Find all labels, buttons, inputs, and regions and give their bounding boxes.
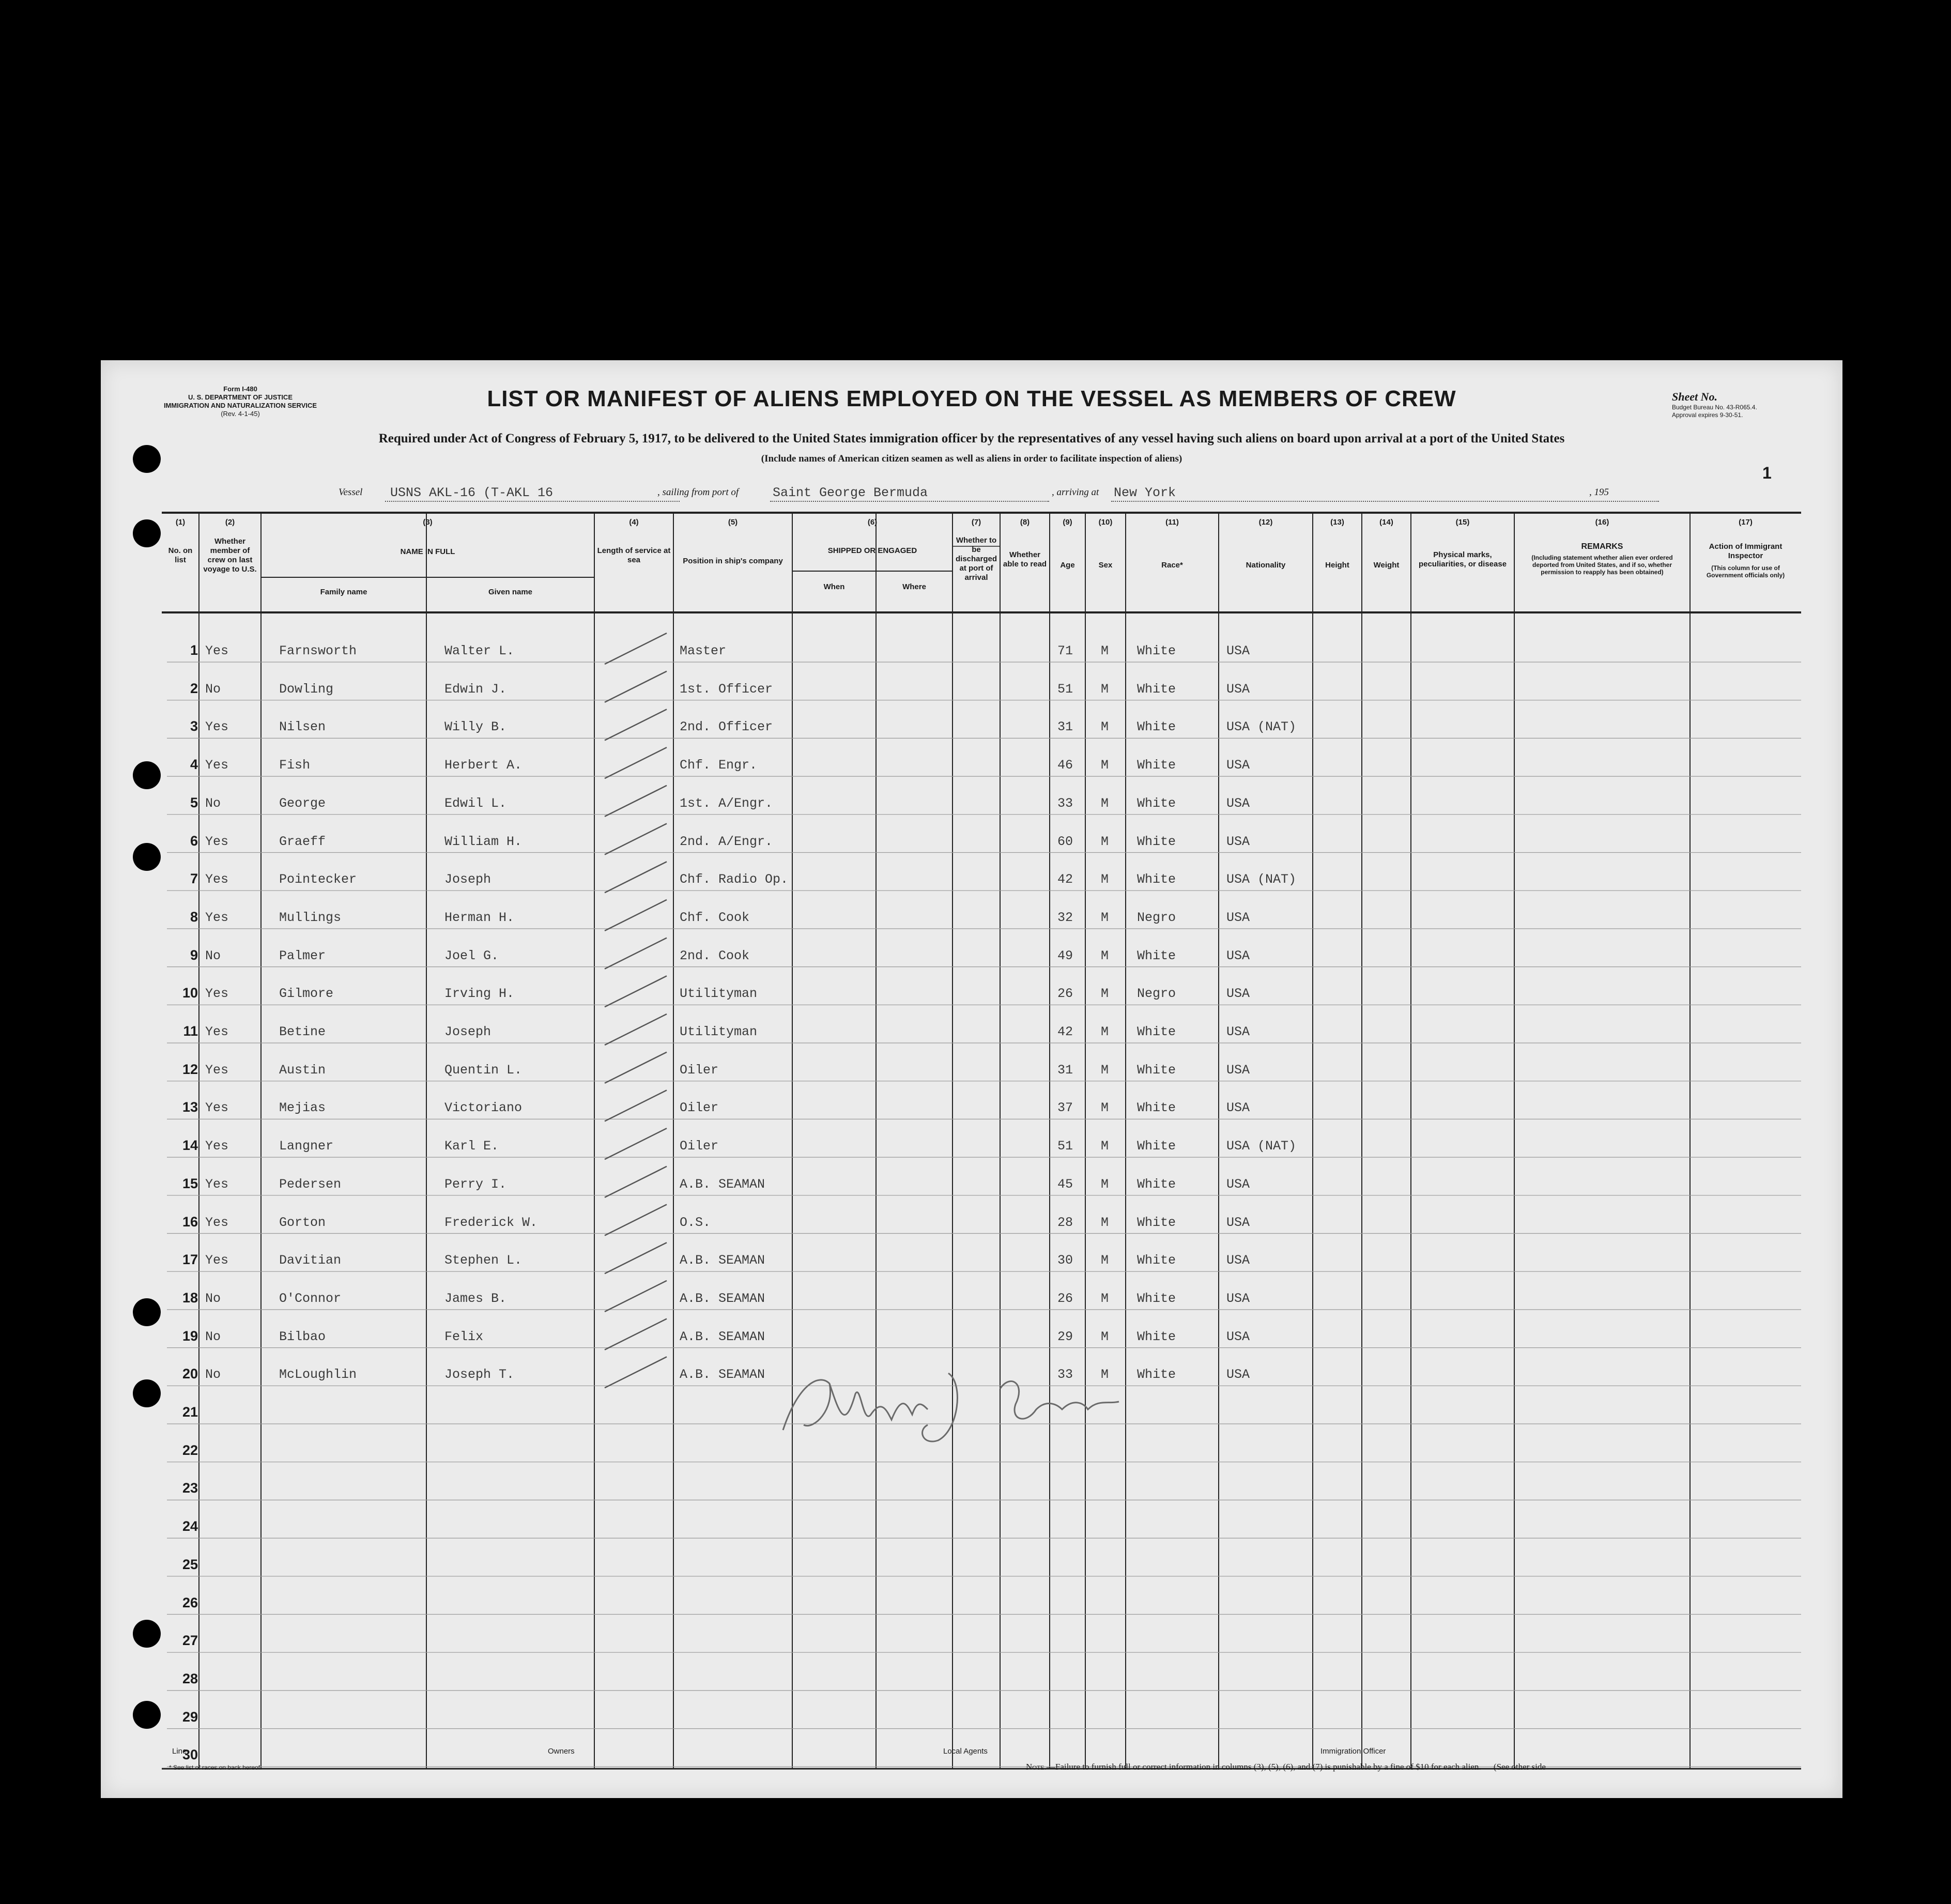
row-race: White: [1137, 1367, 1176, 1383]
sheet-number-label: Sheet No.: [1672, 390, 1717, 403]
row-given-name: Joseph: [444, 1024, 491, 1039]
row-position: A.B. SEAMAN: [680, 1291, 765, 1306]
pencil-check-mark: [605, 1357, 667, 1388]
row-given-name: James B.: [444, 1291, 507, 1306]
row-family-name: Fish: [279, 758, 311, 773]
row-number: 11: [183, 1023, 198, 1039]
row-nationality: USA: [1226, 1176, 1250, 1192]
footer-line-label: Line: [172, 1747, 187, 1756]
column-label-when: When: [823, 582, 845, 591]
row-prev-voyage: Yes: [205, 1139, 229, 1154]
column-number-c16: (16): [1595, 518, 1609, 527]
row-sex: M: [1101, 1100, 1109, 1116]
row-number: 29: [182, 1709, 198, 1725]
column-label-c2: Whether member of crew on last voyage to U.S.: [203, 537, 257, 574]
row-position: 2nd. A/Engr.: [680, 834, 773, 849]
row-nationality: USA: [1226, 1215, 1250, 1230]
column-number-c2: (2): [225, 518, 235, 527]
row-race: White: [1137, 1291, 1176, 1306]
pencil-check-mark: [605, 747, 667, 778]
row-nationality: USA: [1226, 1329, 1250, 1344]
row-age: 26: [1057, 986, 1073, 1002]
note-text: —Failure to furnish full or correct information in columns (3), (5), (6), and (7) is punishable by a fine of $10 for each alien.: [1046, 1762, 1481, 1772]
row-given-name: Walter L.: [444, 643, 515, 658]
row-position: A.B. SEAMAN: [680, 1329, 765, 1344]
row-position: Master: [680, 643, 727, 658]
row-age: 33: [1057, 795, 1073, 811]
row-nationality: USA (NAT): [1226, 872, 1297, 887]
row-family-name: Austin: [279, 1062, 326, 1078]
row-sex: M: [1101, 910, 1109, 925]
row-number: 26: [182, 1594, 198, 1610]
column-number-c11: (11): [1165, 518, 1179, 527]
footer-agents-label: Local Agents: [943, 1747, 988, 1756]
row-age: 46: [1057, 758, 1073, 773]
row-race: White: [1137, 1100, 1176, 1116]
pencil-check-mark: [605, 709, 667, 740]
row-prev-voyage: Yes: [205, 1215, 229, 1230]
row-given-name: Herbert A.: [444, 758, 523, 773]
row-age: 37: [1057, 1100, 1073, 1116]
row-age: 49: [1057, 948, 1073, 963]
row-sex: M: [1101, 1062, 1109, 1078]
row-number: 14: [182, 1138, 198, 1154]
row-age: 32: [1057, 910, 1073, 925]
column-label-c4: Length of service at sea: [597, 546, 671, 564]
row-nationality: USA: [1226, 834, 1250, 849]
service-name: IMMIGRATION AND NATURALIZATION SERVICE: [163, 402, 317, 409]
row-position: Oiler: [680, 1062, 719, 1078]
column-number-c14: (14): [1379, 518, 1393, 527]
row-prev-voyage: Yes: [205, 986, 229, 1002]
row-prev-voyage: Yes: [205, 1100, 229, 1116]
row-prev-voyage: No: [205, 795, 221, 811]
row-position: Oiler: [680, 1139, 719, 1154]
pencil-check-mark: [605, 1166, 667, 1197]
pencil-check-mark: [605, 862, 667, 893]
column-sublabel-c17: (This column for use of Government officials only): [1706, 564, 1785, 579]
row-nationality: USA: [1226, 1062, 1250, 1078]
row-family-name: Langner: [279, 1139, 334, 1154]
column-sublabel-c16: (Including statement whether alien ever ordered deported from United States, and if so, whether permission to reapply has been obtained): [1531, 554, 1673, 576]
column-label-c9: Age: [1060, 561, 1075, 570]
row-sex: M: [1101, 719, 1109, 735]
row-age: 45: [1057, 1176, 1073, 1192]
row-age: 31: [1057, 1062, 1073, 1078]
pencil-check-mark: [605, 900, 667, 931]
row-prev-voyage: No: [205, 948, 221, 963]
row-race: White: [1137, 834, 1176, 849]
column-number-c17: (17): [1739, 518, 1753, 527]
pencil-check-mark: [605, 786, 667, 817]
row-number: 22: [182, 1442, 198, 1458]
row-race: White: [1137, 1062, 1176, 1078]
row-nationality: USA: [1226, 910, 1250, 925]
row-number: 13: [182, 1099, 198, 1115]
row-age: 33: [1057, 1367, 1073, 1383]
row-number: 23: [182, 1480, 198, 1496]
row-number: 6: [190, 833, 198, 849]
row-age: 28: [1057, 1215, 1073, 1230]
sailing-port-value: Saint George Bermuda: [773, 485, 928, 500]
row-sex: M: [1101, 834, 1109, 849]
row-prev-voyage: No: [205, 681, 221, 697]
row-number: 27: [182, 1633, 198, 1649]
row-position: A.B. SEAMAN: [680, 1253, 765, 1268]
row-sex: M: [1101, 948, 1109, 963]
row-family-name: George: [279, 795, 326, 811]
pencil-check-mark: [605, 1128, 667, 1159]
row-family-name: Gorton: [279, 1215, 326, 1230]
row-family-name: McLoughlin: [279, 1367, 357, 1383]
column-label-c5: Position in ship's company: [683, 557, 783, 565]
column-number-c7: (7): [971, 518, 981, 527]
row-number: 24: [182, 1518, 198, 1534]
note-label: Note.: [1026, 1762, 1047, 1772]
row-position: 2nd. Cook: [680, 948, 750, 963]
penalty-note: [1026, 1762, 1546, 1772]
form-revision: (Rev. 4-1-45): [221, 410, 260, 418]
row-given-name: William H.: [444, 834, 523, 849]
column-label-name-in-full: NAME IN FULL: [400, 547, 455, 556]
vessel-value: USNS AKL-16 (T-AKL 16: [390, 485, 554, 500]
row-family-name: Pedersen: [279, 1176, 342, 1192]
sailing-label: , sailing from port of: [657, 487, 739, 498]
year-label: , 195: [1589, 487, 1609, 498]
row-age: 42: [1057, 1024, 1073, 1039]
row-number: 1: [190, 642, 198, 658]
row-given-name: Willy B.: [444, 719, 507, 735]
row-sex: M: [1101, 795, 1109, 811]
column-label-c16: REMARKS: [1581, 542, 1623, 551]
row-prev-voyage: Yes: [205, 643, 229, 658]
row-family-name: O'Connor: [279, 1291, 342, 1306]
row-given-name: Frederick W.: [444, 1215, 538, 1230]
row-sex: M: [1101, 1024, 1109, 1039]
row-age: 31: [1057, 719, 1073, 735]
row-number: 17: [182, 1252, 198, 1268]
column-label-shipped-or-engaged: SHIPPED OR ENGAGED: [827, 546, 917, 555]
row-number: 3: [190, 718, 198, 734]
row-given-name: Edwin J.: [444, 681, 507, 697]
handwritten-signature: [767, 1353, 1181, 1456]
row-race: White: [1137, 758, 1176, 773]
arriving-port-value: New York: [1114, 485, 1176, 500]
pencil-check-mark: [605, 1014, 667, 1045]
row-position: Chf. Engr.: [680, 758, 758, 773]
row-position: Utilityman: [680, 1024, 758, 1039]
row-prev-voyage: Yes: [205, 1024, 229, 1039]
row-prev-voyage: No: [205, 1291, 221, 1306]
row-position: 1st. Officer: [680, 681, 773, 697]
row-number: 19: [182, 1328, 198, 1344]
row-nationality: USA (NAT): [1226, 719, 1297, 735]
row-sex: M: [1101, 1139, 1109, 1154]
pencil-check-mark: [605, 1052, 667, 1083]
row-number: 15: [182, 1175, 198, 1191]
row-family-name: Pointecker: [279, 872, 357, 887]
row-given-name: Herman H.: [444, 910, 515, 925]
row-sex: M: [1101, 872, 1109, 887]
row-number: 21: [182, 1404, 198, 1420]
row-number: 10: [182, 985, 198, 1001]
column-label-given-name: Given name: [488, 588, 533, 596]
column-number-c8: (8): [1020, 518, 1030, 527]
column-number-c12: (12): [1258, 518, 1273, 527]
pencil-check-mark: [605, 1090, 667, 1121]
row-age: 30: [1057, 1253, 1073, 1268]
document-subtitle-note: (Include names of American citizen seamen as well as aliens in order to facilitate inspection of aliens): [761, 453, 1182, 464]
row-nationality: USA: [1226, 643, 1250, 658]
row-age: 42: [1057, 872, 1073, 887]
form-number: Form I-480: [223, 385, 257, 393]
column-label-c13: Height: [1325, 561, 1349, 570]
column-number-c1: (1): [175, 518, 186, 527]
row-family-name: Bilbao: [279, 1329, 326, 1344]
row-number: 18: [182, 1289, 198, 1306]
column-number-c3: (3): [423, 518, 433, 527]
row-sex: M: [1101, 1176, 1109, 1192]
column-number-c15: (15): [1455, 518, 1470, 527]
column-label-c8: Whether able to read: [1003, 550, 1047, 569]
row-sex: M: [1101, 1253, 1109, 1268]
row-given-name: Perry I.: [444, 1176, 507, 1192]
column-number-c4: (4): [629, 518, 639, 527]
pencil-check-mark: [605, 633, 667, 664]
column-number-c10: (10): [1098, 518, 1113, 527]
pencil-check-mark: [605, 976, 667, 1007]
row-number: 2: [190, 680, 198, 696]
pencil-check-mark: [605, 1242, 667, 1273]
page-number: 1: [1762, 464, 1772, 482]
row-nationality: USA: [1226, 1367, 1250, 1383]
row-sex: M: [1101, 1367, 1109, 1383]
row-prev-voyage: Yes: [205, 758, 229, 773]
row-prev-voyage: No: [205, 1367, 221, 1383]
row-number: 4: [190, 757, 198, 773]
row-race: Negro: [1137, 986, 1176, 1002]
manifest-sheet: [101, 360, 1842, 1798]
pencil-check-mark: [605, 1205, 667, 1236]
row-position: O.S.: [680, 1215, 711, 1230]
row-race: White: [1137, 948, 1176, 963]
row-nationality: USA: [1226, 758, 1250, 773]
row-race: White: [1137, 643, 1176, 658]
pencil-check-mark: [605, 671, 667, 702]
row-prev-voyage: No: [205, 1329, 221, 1344]
column-number-c13: (13): [1330, 518, 1344, 527]
row-nationality: USA (NAT): [1226, 1139, 1297, 1154]
row-race: White: [1137, 872, 1176, 887]
budget-line-2: Approval expires 9-30-51.: [1672, 411, 1743, 419]
vessel-label: Vessel: [339, 487, 363, 498]
row-family-name: Graeff: [279, 834, 326, 849]
column-number-c6: (6): [867, 518, 878, 527]
row-family-name: Mejias: [279, 1100, 326, 1116]
row-sex: M: [1101, 643, 1109, 658]
row-number: 12: [182, 1061, 198, 1077]
row-age: 71: [1057, 643, 1073, 658]
row-sex: M: [1101, 758, 1109, 773]
row-number: 20: [182, 1366, 198, 1382]
column-label-c15: Physical marks, peculiarities, or disease: [1418, 550, 1507, 569]
row-number: 16: [182, 1214, 198, 1230]
row-nationality: USA: [1226, 1291, 1250, 1306]
row-nationality: USA: [1226, 948, 1250, 963]
row-family-name: Palmer: [279, 948, 326, 963]
department-name: U. S. DEPARTMENT OF JUSTICE: [188, 393, 293, 401]
document-subtitle: Required under Act of Congress of February 5, 1917, to be delivered to the United States immigration officer by the representatives of any vessel having such aliens on board upon arrival at a port of the United States: [378, 432, 1565, 446]
column-label-c17: Action of Immigrant Inspector: [1709, 542, 1783, 560]
column-label-where: Where: [902, 582, 926, 591]
row-given-name: Felix: [444, 1329, 484, 1344]
row-nationality: USA: [1226, 1024, 1250, 1039]
row-age: 26: [1057, 1291, 1073, 1306]
row-sex: M: [1101, 1329, 1109, 1344]
row-position: 2nd. Officer: [680, 719, 773, 735]
row-age: 51: [1057, 681, 1073, 697]
row-family-name: Dowling: [279, 681, 334, 697]
row-prev-voyage: Yes: [205, 719, 229, 735]
row-family-name: Mullings: [279, 910, 342, 925]
row-race: White: [1137, 719, 1176, 735]
row-race: White: [1137, 1329, 1176, 1344]
row-number: 8: [190, 909, 198, 925]
row-nationality: USA: [1226, 1253, 1250, 1268]
row-position: Oiler: [680, 1100, 719, 1116]
row-family-name: Nilsen: [279, 719, 326, 735]
row-number: 7: [190, 871, 198, 887]
row-race: White: [1137, 1215, 1176, 1230]
column-label-c14: Weight: [1373, 561, 1400, 570]
row-given-name: Joseph T.: [444, 1367, 515, 1383]
column-number-c5: (5): [728, 518, 738, 527]
row-race: White: [1137, 681, 1176, 697]
row-prev-voyage: Yes: [205, 872, 229, 887]
row-age: 51: [1057, 1139, 1073, 1154]
row-nationality: USA: [1226, 681, 1250, 697]
row-nationality: USA: [1226, 986, 1250, 1002]
row-family-name: Gilmore: [279, 986, 334, 1002]
footer-officer-label: Immigration Officer: [1320, 1747, 1386, 1756]
row-race: White: [1137, 1139, 1176, 1154]
row-given-name: Irving H.: [444, 986, 515, 1002]
column-label-c10: Sex: [1098, 561, 1113, 570]
row-number: 9: [190, 947, 198, 963]
column-label-c12: Nationality: [1246, 561, 1286, 570]
row-given-name: Karl E.: [444, 1139, 499, 1154]
row-given-name: Stephen L.: [444, 1253, 523, 1268]
row-position: Utilityman: [680, 986, 758, 1002]
row-prev-voyage: Yes: [205, 1253, 229, 1268]
column-label-family-name: Family name: [320, 588, 367, 596]
row-position: A.B. SEAMAN: [680, 1367, 765, 1383]
pencil-check-mark: [605, 1319, 667, 1350]
row-position: A.B. SEAMAN: [680, 1176, 765, 1192]
row-race: White: [1137, 1253, 1176, 1268]
row-sex: M: [1101, 1215, 1109, 1230]
row-race: White: [1137, 795, 1176, 811]
footer-owners-label: Owners: [548, 1747, 575, 1756]
row-race: White: [1137, 1024, 1176, 1039]
row-sex: M: [1101, 681, 1109, 697]
row-given-name: Edwil L.: [444, 795, 507, 811]
row-sex: M: [1101, 986, 1109, 1002]
row-number: 5: [190, 794, 198, 810]
row-race: White: [1137, 1176, 1176, 1192]
row-prev-voyage: Yes: [205, 834, 229, 849]
row-given-name: Joel G.: [444, 948, 499, 963]
row-given-name: Quentin L.: [444, 1062, 523, 1078]
row-nationality: USA: [1226, 795, 1250, 811]
row-given-name: Joseph: [444, 872, 491, 887]
row-position: Chf. Cook: [680, 910, 750, 925]
race-footnote: * See list of races on back hereof.: [169, 1764, 262, 1771]
row-family-name: Davitian: [279, 1253, 342, 1268]
see-other-side: (See other side: [1493, 1762, 1546, 1772]
row-race: Negro: [1137, 910, 1176, 925]
budget-line-1: Budget Bureau No. 43-R065.4.: [1672, 404, 1757, 411]
document-title: LIST OR MANIFEST OF ALIENS EMPLOYED ON THE VESSEL AS MEMBERS OF CREW: [487, 386, 1456, 411]
pencil-check-mark: [605, 938, 667, 969]
row-prev-voyage: Yes: [205, 1176, 229, 1192]
row-position: 1st. A/Engr.: [680, 795, 773, 811]
column-number-c9: (9): [1063, 518, 1072, 527]
row-age: 29: [1057, 1329, 1073, 1344]
row-prev-voyage: Yes: [205, 1062, 229, 1078]
row-family-name: Betine: [279, 1024, 326, 1039]
row-number: 30: [182, 1747, 198, 1763]
row-family-name: Farnsworth: [279, 643, 357, 658]
arriving-label: , arriving at: [1052, 487, 1099, 498]
row-age: 60: [1057, 834, 1073, 849]
pencil-check-mark: [605, 824, 667, 855]
row-prev-voyage: Yes: [205, 910, 229, 925]
row-number: 25: [182, 1556, 198, 1572]
column-label-c11: Race*: [1161, 561, 1183, 570]
pencil-check-mark: [605, 1281, 667, 1312]
row-position: Chf. Radio Op.: [680, 872, 789, 887]
row-sex: M: [1101, 1291, 1109, 1306]
row-nationality: USA: [1226, 1100, 1250, 1116]
row-number: 28: [182, 1670, 198, 1686]
column-label-c1: No. on list: [168, 546, 193, 564]
row-given-name: Victoriano: [444, 1100, 523, 1116]
column-label-c7: Whether to be discharged at port of arrival: [955, 536, 997, 582]
